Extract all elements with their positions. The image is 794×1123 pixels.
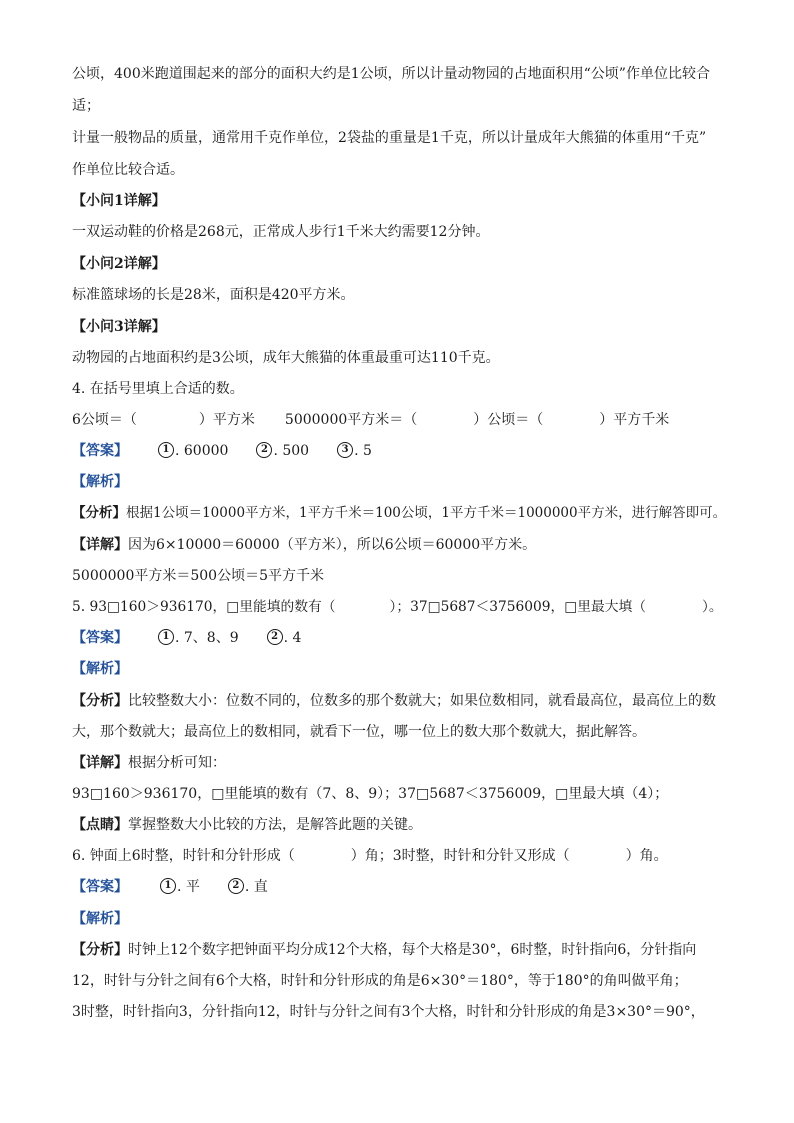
blank-text: ）平方米 xyxy=(198,412,255,428)
text-line xyxy=(72,940,730,960)
text-line xyxy=(72,535,536,555)
question-text: ）；37□5687＜3756009，□里最大填（ xyxy=(389,599,647,615)
blank-text: ）平方千米 xyxy=(599,412,670,428)
text-content: 根据分析可知： xyxy=(128,755,226,771)
detail-tag: 【详解】 xyxy=(72,755,128,771)
answer-label: 【答案】 xyxy=(72,879,128,895)
text-content: 因为6×10000＝60000（平方米），所以6公顷＝60000平方米。 xyxy=(128,537,537,553)
blank-text: ）公顷＝（ xyxy=(473,412,544,428)
circled-number: 1 xyxy=(158,629,174,645)
text-line: 12，时针与分针之间有6个大格，时针和分针形成的角是6×30°＝180°，等于180°的角叫做平角； xyxy=(72,973,688,989)
text-line xyxy=(72,753,226,773)
text-line: 5000000平方米＝500公顷＝5平方千米 xyxy=(72,568,324,584)
text-line: 93□160＞936170，□里能填的数有（7、8、9）；37□5687＜3756009，□里最大填（4）； xyxy=(72,786,669,802)
blank-text: 6公顷＝（ xyxy=(72,412,137,428)
analysis-label: 【解析】 xyxy=(72,474,128,490)
answer-value: . 500 xyxy=(273,443,310,459)
circled-number: 2 xyxy=(256,442,272,458)
text-line: 适； xyxy=(72,98,100,114)
question-text: ）角。 xyxy=(625,848,668,864)
text-content: 掌握整数大小比较的方法，是解答此题的关键。 xyxy=(128,817,422,833)
section-heading: 【小问3详解】 xyxy=(72,319,166,335)
question-text: 5. 93□160＞936170，□里能填的数有（ xyxy=(72,599,336,615)
section-heading: 【小问1详解】 xyxy=(72,193,166,209)
question-4: 4. 在括号里填上合适的数。 xyxy=(72,381,244,397)
circled-number: 1 xyxy=(160,878,176,894)
text-line: 作单位比较合适。 xyxy=(72,162,184,178)
analysis-label: 【解析】 xyxy=(72,911,128,927)
answer-value: . 直 xyxy=(244,879,268,895)
text-line: 计量一般物品的质量，通常用千克作单位，2袋盐的重量是1千克，所以计量成年大熊猫的体重用“千克” xyxy=(72,130,707,146)
text-line: 动物园的占地面积约是3公顷，成年大熊猫的体重最重可达110千克。 xyxy=(72,350,500,366)
text-content: 根据1公顷＝10000平方米，1平方千米＝100公顷，1平方千米＝1000000平方米，进行解答即可。 xyxy=(126,505,727,521)
analysis-tag: 【分析】 xyxy=(72,693,128,709)
text-line xyxy=(72,691,730,711)
question-5 xyxy=(72,597,723,617)
question-4-blanks xyxy=(72,410,669,430)
circled-number: 2 xyxy=(228,878,244,894)
question-text: ）角；3时整，时针和分针又形成（ xyxy=(350,848,570,864)
answer-label: 【答案】 xyxy=(72,630,128,646)
analysis-label: 【解析】 xyxy=(72,661,128,677)
circled-number: 2 xyxy=(267,629,283,645)
analysis-tag: 【分析】 xyxy=(72,505,126,521)
blank-text: 5000000平方米＝（ xyxy=(284,412,418,428)
answer-line xyxy=(72,628,301,648)
text-content: 时钟上12个数字把钟面平均分成12个大格，每个大格是30°，6时整，时针指向6，分针指向 xyxy=(128,942,697,958)
text-line: 标准篮球场的长是28米，面积是420平方米。 xyxy=(72,287,355,303)
text-line: 公顷，400米跑道围起来的部分的面积大约是1公顷，所以计量动物园的占地面积用“公顷”作单位比较合 xyxy=(72,66,710,82)
answer-label: 【答案】 xyxy=(72,443,128,459)
text-line: 大，那个数就大；最高位上的数相同，就看下一位，哪一位上的数大那个数就大，据此解答。 xyxy=(72,724,646,740)
answer-value: . 5 xyxy=(354,443,372,459)
circled-number: 3 xyxy=(337,442,353,458)
text-line: 3时整，时针指向3，分针指向12，时针与分针之间有3个大格，时针和分针形成的角是3×30°＝90°， xyxy=(72,1004,705,1020)
question-text: ）。 xyxy=(702,599,723,615)
detail-tag: 【详解】 xyxy=(72,537,128,553)
answer-line xyxy=(72,441,372,461)
text-line: 一双运动鞋的价格是268元，正常成人步行1千米大约需要12分钟。 xyxy=(72,224,490,240)
answer-value: . 4 xyxy=(283,630,302,646)
answer-value: . 60000 xyxy=(175,443,229,459)
key-point-tag: 【点睛】 xyxy=(72,817,128,833)
answer-line xyxy=(72,877,268,897)
section-heading: 【小问2详解】 xyxy=(72,256,166,272)
circled-number: 1 xyxy=(158,442,174,458)
analysis-tag: 【分析】 xyxy=(72,942,128,958)
answer-value: . 7、8、9 xyxy=(175,630,239,646)
answer-value: . 平 xyxy=(177,879,200,895)
text-line xyxy=(72,503,726,523)
text-line xyxy=(72,815,422,835)
question-6 xyxy=(72,846,668,866)
text-content: 比较整数大小：位数不同的，位数多的那个数就大；如果位数相同，就看最高位，最高位上的数 xyxy=(128,693,716,709)
question-text: 6. 钟面上6时整，时针和分针形成（ xyxy=(72,848,295,864)
